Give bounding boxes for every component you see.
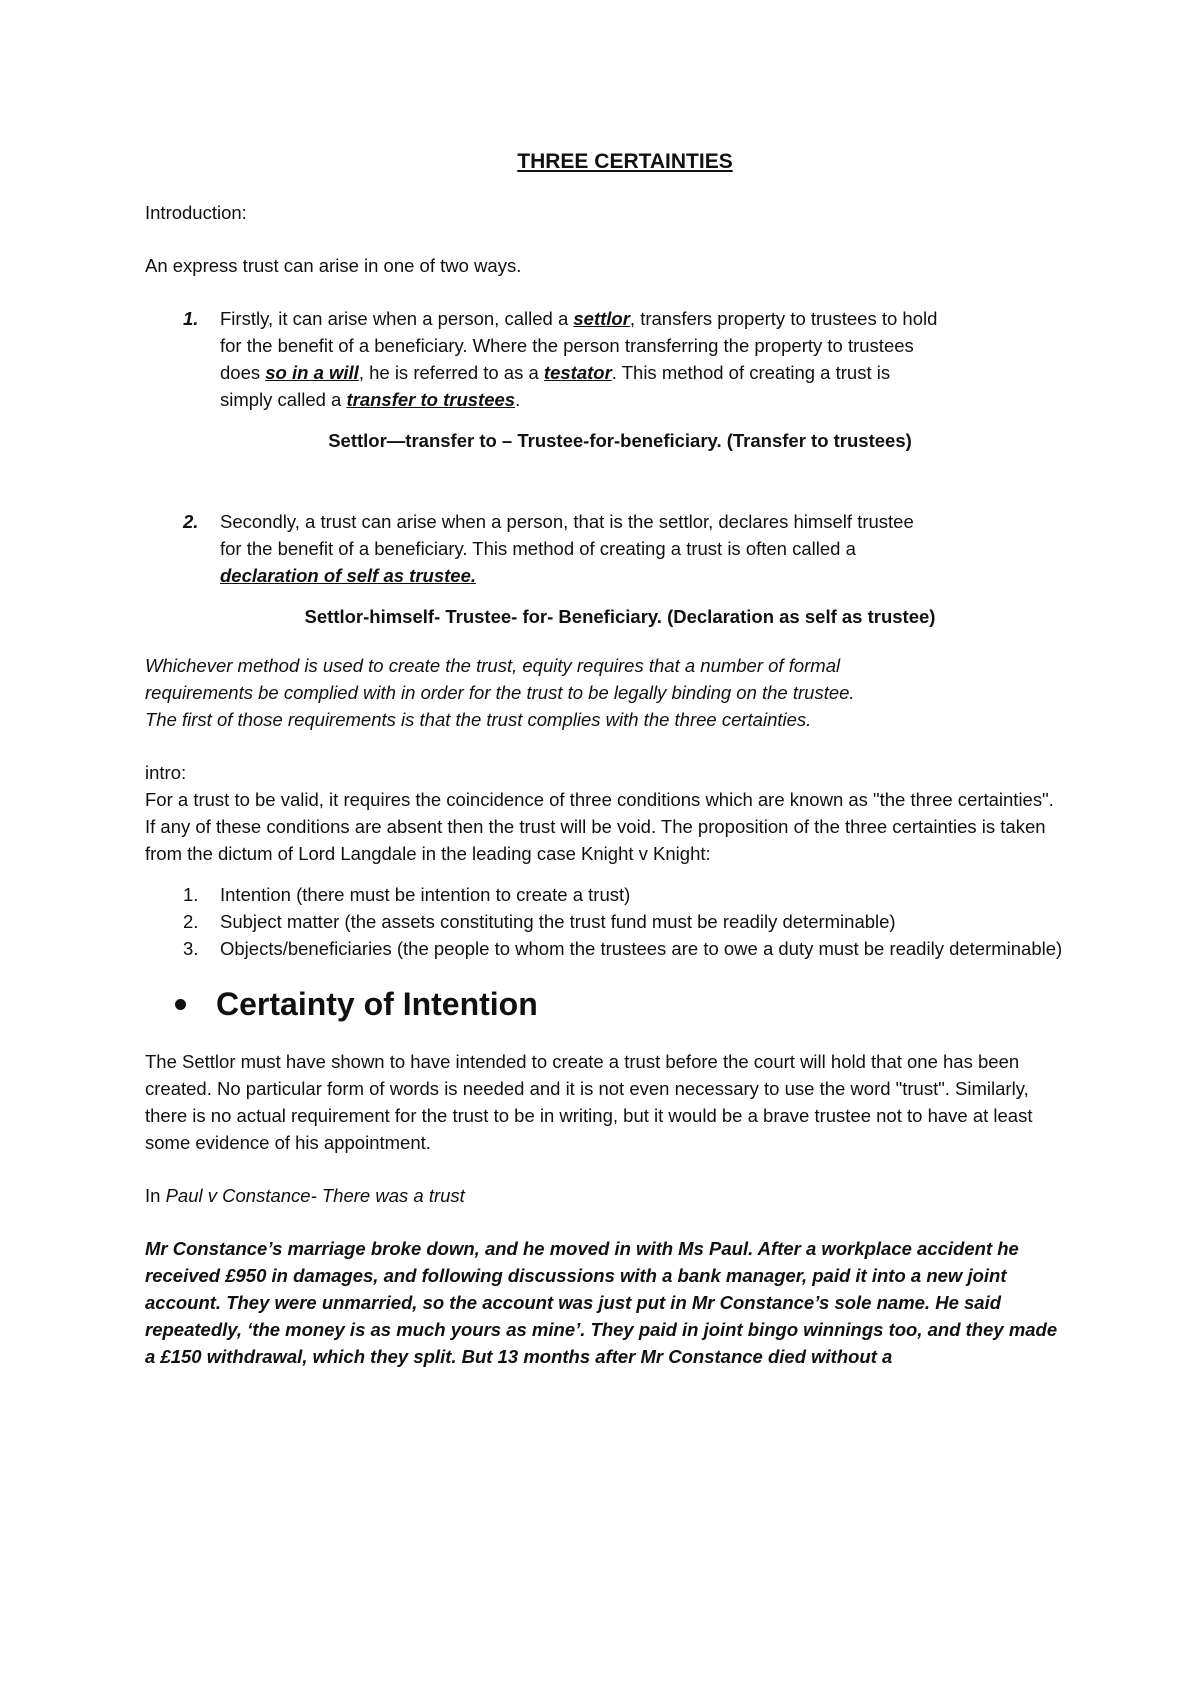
document-page (145, 148, 1075, 1370)
term-testator: testator (543, 362, 612, 383)
list-item (145, 881, 1080, 908)
bullet-icon (175, 999, 186, 1010)
case-prefix: In (145, 1185, 166, 1206)
item-text: . This method of creating a trust is simply called a (220, 362, 891, 410)
list-item (145, 935, 1080, 962)
section-heading-text: Certainty of Intention (216, 986, 538, 1022)
item-text: . (515, 389, 521, 410)
term-transfer-to-trustees: transfer to trustees (346, 389, 516, 410)
term-declaration-of-self-as-trustee: declaration of self as trustee. (220, 565, 477, 586)
list-item (145, 908, 1080, 935)
item-text: , he is referred to as a (358, 362, 544, 383)
section-heading (175, 984, 1075, 1024)
three-certainties-paragraph: For a trust to be valid, it requires the coincidence of three conditions which are known as "the three certainties". If any of these conditions are absent then the trust will be void. The proposition of the three certainties is taken from the dictum of Lord Langdale in the leading case Knight v Knight: (145, 789, 1054, 864)
formula-transfer: Settlor—transfer to – Trustee-for-beneficiary. (Transfer to trustees) (328, 430, 912, 451)
page-title: THREE CERTAINTIES (517, 150, 733, 173)
list-number: 3. (183, 938, 199, 959)
item-text: Firstly, it can arise when a person, called a (220, 308, 574, 329)
list-number: 1. (183, 308, 199, 329)
list-number: 1. (183, 884, 199, 905)
conditions-list (145, 881, 1075, 962)
list-item-text: Objects/beneficiaries (the people to whom the trustees are to owe a duty must be readily determinable) (220, 938, 1063, 959)
term-so-in-a-will: so in a will (265, 362, 359, 383)
list-item-transfer-to-trustees (145, 305, 940, 413)
lead-sentence: An express trust can arise in one of two ways. (145, 255, 522, 276)
intention-paragraph: The Settlor must have shown to have intended to create a trust before the court will hold that one has been created. No particular form of words is needed and it is not even necessary to use the word "trust". Similarly, there is no actual requirement for the trust to be in writing, but it would be a brave trustee not to have at least some evidence of his appointment. (145, 1051, 1033, 1153)
formula-declaration: Settlor-himself- Trustee- for- Beneficiary. (Declaration as self as trustee) (304, 606, 936, 627)
list-number: 2. (183, 511, 199, 532)
list-item-declaration-of-self (145, 508, 940, 589)
item-text: , transfers property to trustees to hold for the benefit of a beneficiary. Where the person transferring the property to trustees does (220, 308, 938, 383)
intro-label-2: intro: (145, 762, 187, 783)
item-text: Secondly, a trust can arise when a person, that is the settlor, declares himself trustee for the benefit of a beneficiary. This method of creating a trust is often called a (220, 511, 914, 559)
case-reference (145, 1182, 1075, 1209)
list-item-text: Intention (there must be intention to create a trust) (220, 884, 631, 905)
requirements-paragraph: Whichever method is used to create the trust, equity requires that a number of formal requirements be complied with in order for the trust to be legally binding on the trustee. The first of those requirements is that the trust complies with the three certainties. (145, 655, 855, 730)
introduction-label: Introduction: (145, 202, 247, 223)
case-facts-paragraph: Mr Constance’s marriage broke down, and he moved in with Ms Paul. After a workplace accident he received £950 in damages, and following discussions with a bank manager, paid it into a new joint account. They were unmarried, so the account was just put in Mr Constance’s sole name. He said repeatedly, ‘the money is as much yours as mine’. They paid in joint bingo winnings too, and they made a £150 withdrawal, which they split. But 13 months after Mr Constance died without a (145, 1238, 1058, 1367)
term-settlor: settlor (573, 308, 630, 329)
list-item-text: Subject matter (the assets constituting the trust fund must be readily determinable) (220, 911, 896, 932)
case-name: Paul v Constance- There was a trust (165, 1185, 465, 1206)
list-number: 2. (183, 911, 199, 932)
